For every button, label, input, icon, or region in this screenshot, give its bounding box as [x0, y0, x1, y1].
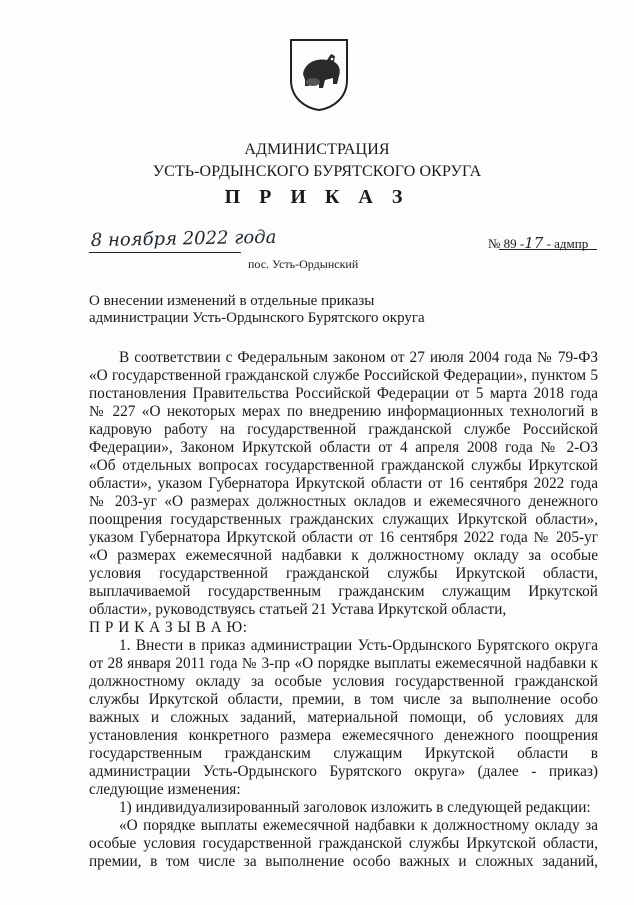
body-line: следующие изменения:: [89, 781, 241, 798]
body-line: поощрения государственных гражданских служащих Иркутской области»,: [89, 511, 598, 528]
body-line: условия государственной гражданской службы Иркутской области,: [89, 565, 598, 582]
body-line: В соответствии с Федеральным законом от 27 июля 2004 года № 79-ФЗ: [119, 349, 598, 366]
body-line: области», указом Губернатора Иркутской области от 16 сентября 2022 года: [89, 475, 598, 492]
body-line: государственным гражданским служащим Иркутской области в: [89, 745, 598, 762]
body-line: указом Губернатора Иркутской области от 16 сентября 2022 года № 205-уг: [89, 529, 598, 546]
body-line: службы Иркутской области, премии, в том числе за выполнение особо: [89, 691, 598, 708]
body-line: выплачиваемой государственным гражданским служащим Иркутской: [89, 583, 598, 600]
body-line: постановления Правительства Российской Федерации от 5 марта 2018 года: [89, 385, 598, 402]
body-line: № 227 «О некоторых мерах по внедрению информационных технологий в: [89, 403, 598, 420]
body-line: 1) индивидуализированный заголовок изложить в следующей редакции:: [119, 799, 591, 816]
body-line: от 28 января 2011 года № 3-пр «О порядке выплаты ежемесячной надбавки к: [89, 655, 598, 672]
body-line: установления конкретного размера ежемесячного денежного поощрения: [89, 727, 598, 744]
place-of-issue: пос. Усть-Ордынский: [248, 257, 359, 271]
coat-of-arms-icon: [287, 36, 351, 112]
order-number-prefix: № 89 -: [488, 236, 525, 251]
date-underline: [89, 252, 241, 253]
administration-subtitle: УСТЬ-ОРДЫНСКОГО БУРЯТСКОГО ОКРУГА: [152, 163, 482, 180]
subject-line: администрации Усть-Ордынского Бурятского округа: [89, 310, 425, 326]
body-line: «О государственной гражданской службе Российской Федерации», пунктом 5: [89, 367, 598, 384]
order-number-handwritten: 17: [524, 234, 544, 252]
body-line: «Об отдельных вопросах государственной гражданской службы Иркутской: [89, 457, 598, 474]
body-line: 1. Внести в приказ администрации Усть-Ордынского Бурятского округа: [119, 637, 598, 654]
body-line: № 203-уг «О размерах должностных окладов и ежемесячного денежного: [89, 493, 598, 510]
body-line: Федерации», Законом Иркутской области от 4 апреля 2008 года № 2-ОЗ: [89, 439, 598, 456]
body-line: особые условия государственной гражданской службы Иркутской области,: [89, 835, 598, 852]
subject-line: О внесении изменений в отдельные приказы: [89, 293, 375, 309]
administration-title: АДМИНИСТРАЦИЯ: [244, 141, 390, 158]
document-type-title: П Р И К А З: [224, 186, 410, 208]
order-number-suffix: - адмпр: [543, 236, 589, 251]
body-line: важных и сложных заданий, материальной помощи, об условиях для: [89, 709, 598, 726]
body-line: администрации Усть-Ордынского Бурятского округа» (далее - приказ): [89, 763, 598, 780]
body-line: премии, в том числе за выполнение особо важных и сложных заданий,: [89, 853, 598, 870]
body-line: «О размерах ежемесячной надбавки к должностному окладу за особые: [89, 547, 598, 564]
number-underline: [499, 249, 597, 250]
body-line: кадровую работу на государственной гражданской службе Российской: [89, 421, 598, 438]
body-line: должностному окладу за особые условия государственной гражданской: [89, 673, 598, 690]
body-line: «О порядке выплаты ежемесячной надбавки к должностному окладу за: [119, 817, 598, 834]
order-directive: П Р И К А З Ы В А Ю:: [89, 619, 248, 636]
body-line: области», руководствуясь статьей 21 Устава Иркутской области,: [89, 601, 507, 618]
handwritten-date: 8 ноября 2022 года: [90, 226, 277, 251]
